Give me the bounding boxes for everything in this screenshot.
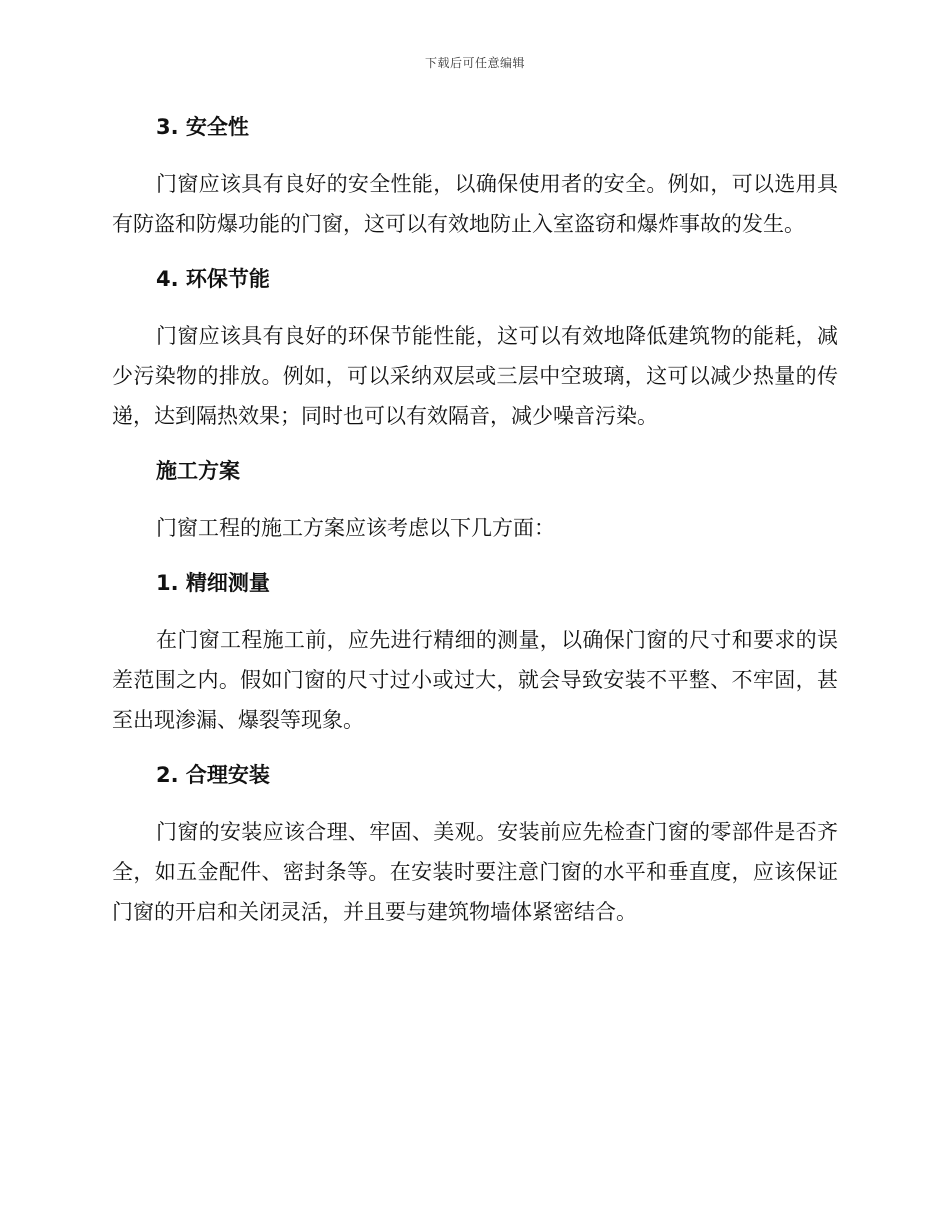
section-paragraph: 门窗工程的施工方案应该考虑以下几方面：: [156, 516, 555, 540]
section-heading: 1. 精细测量: [156, 571, 270, 595]
section-paragraph: 在门窗工程施工前，应先进行精细的测量，以确保门窗的尺寸和要求的误差范围之内。假如门窗的尺寸过小或过大，就会导致安装不平整、不牢固，甚至出现渗漏、爆裂等现象。: [112, 628, 838, 732]
document-body: [112, 110, 838, 932]
section-heading: 3. 安全性: [156, 115, 249, 139]
section-heading: 4. 环保节能: [156, 267, 270, 291]
section-measurement: [112, 566, 838, 740]
section-installation: [112, 758, 838, 932]
section-paragraph: 门窗的安装应该合理、牢固、美观。安装前应先检查门窗的零部件是否齐全，如五金配件、密封条等。在安装时要注意门窗的水平和垂直度，应该保证门窗的开启和关闭灵活，并且要与建筑物墙体紧密结合。: [112, 820, 838, 924]
section-paragraph: 门窗应该具有良好的环保节能性能，这可以有效地降低建筑物的能耗，减少污染物的排放。例如，可以采纳双层或三层中空玻璃，这可以减少热量的传递，达到隔热效果；同时也可以有效隔音，减少噪音污染。: [112, 324, 838, 428]
page-header: 下载后可任意编辑: [424, 56, 525, 70]
section-construction-plan: [112, 454, 838, 548]
section-eco: [112, 262, 838, 436]
section-heading: 施工方案: [156, 459, 240, 483]
section-heading: 2. 合理安装: [156, 763, 270, 787]
section-safety: [112, 110, 838, 244]
section-paragraph: 门窗应该具有良好的安全性能，以确保使用者的安全。例如，可以选用具有防盗和防爆功能的门窗，这可以有效地防止入室盗窃和爆炸事故的发生。: [112, 172, 838, 236]
